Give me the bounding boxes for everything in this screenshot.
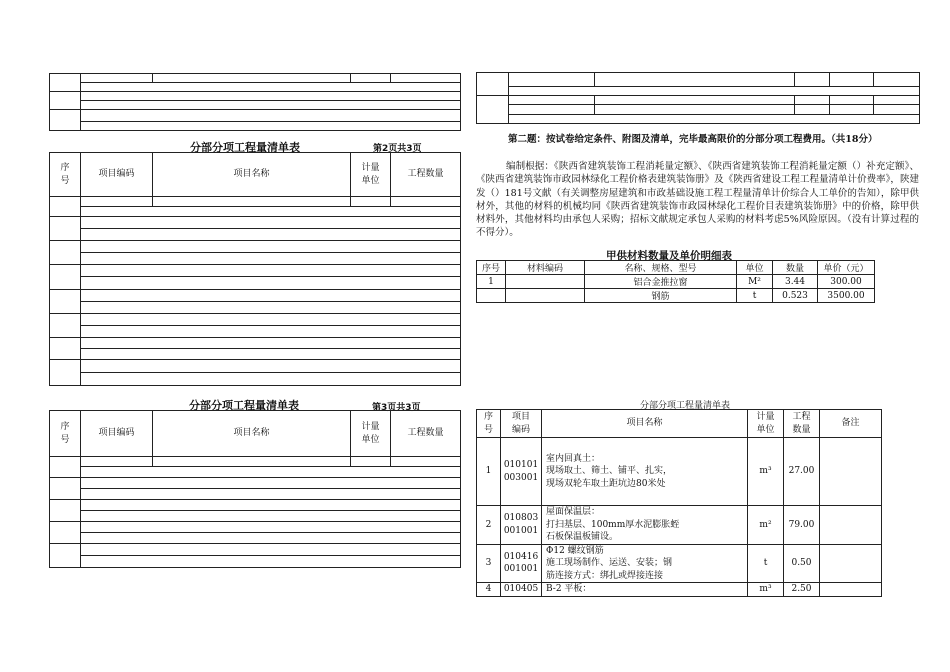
material-cell: 0.523 [773, 289, 818, 303]
bill-note [820, 506, 882, 545]
material-cell: 1 [477, 275, 506, 289]
name-header: 项目名称 [153, 411, 351, 457]
material-header-cell: 单价（元） [818, 261, 875, 275]
bill-row [477, 438, 882, 506]
material-cell: 铝合金推拉窗 [585, 275, 737, 289]
qty-header: 工程数量 [391, 153, 461, 197]
bill-note [820, 583, 882, 597]
bill-row [477, 544, 882, 583]
seq-header: 序 号 [60, 421, 70, 445]
sheet3-header-row [50, 411, 461, 457]
sheet3-title: 分部分项工程量清单表 [189, 399, 299, 412]
sheet2-page-number: 第2页共3页 [373, 144, 422, 154]
bill-name: 室内回真土： 现场取土、筛土、铺平、扎实， 现场双轮车取土距坑边80米处 [546, 453, 673, 489]
unit-header: 计量 单位 [361, 421, 380, 445]
material-header-cell: 数量 [773, 261, 818, 275]
code-header: 项目编码 [81, 153, 153, 197]
bill-table-title: 分部分项工程量清单表 [640, 401, 731, 411]
bill-note-header: 备注 [820, 410, 882, 438]
sheet2-title: 分部分项工程量清单表 [190, 141, 300, 154]
bill-unit: m³ [748, 438, 784, 506]
sheet2-table [49, 152, 461, 386]
bill-row [477, 583, 882, 597]
bill-name: 屋面保温层： 打扫基层、100mm厚水泥膨胀蛭 石板保温板铺设。 [546, 507, 680, 542]
material-cell: t [737, 289, 773, 303]
bill-name-header: 项目名称 [542, 410, 748, 438]
unit-header: 计量 单位 [361, 162, 380, 186]
bill-seq: 4 [477, 583, 501, 597]
bill-code: 010803 001001 [503, 513, 539, 536]
bill-row [477, 506, 882, 545]
code-header: 项目编码 [81, 411, 153, 457]
material-row [477, 275, 875, 289]
seq-header: 序 号 [60, 162, 70, 186]
sheet1-fragment-table [49, 73, 461, 131]
question2-basis: 编制根据：《陕西省建筑装饰工程消耗量定额》、《陕西省建筑装饰工程消耗量定额（）补充定额》、《陕西省建筑装饰市政园林绿化工程价格表建筑装饰册》及《陕西省建设工程工程量清单计价费率》，陕建发（）181号文献（有关调整房屋建筑和市政基础设施工程工程量清单计价综合人工单价的告知），除甲供材外，其他的材料的机械均同《陕西省建筑装饰市政园林绿化工程价目表建筑装饰册》中的价格，除甲供材料外，其他材料均由承包人采购；招标文献规定承包人采购的材料考虑5%风险原因。（没有计算过程的不得分）。 [476, 161, 919, 239]
material-header-cell: 材料编码 [506, 261, 585, 275]
bill-qty: 0.50 [784, 544, 820, 583]
material-header-cell: 名称、规格、型号 [585, 261, 737, 275]
sheet3-page-number: 第3页共3页 [372, 403, 421, 413]
material-cell: 300.00 [818, 275, 875, 289]
material-cell: 3.44 [773, 275, 818, 289]
material-header-row [477, 261, 875, 275]
qty-header: 工程数量 [391, 411, 461, 457]
sheet2-header-row [50, 153, 461, 197]
question2-heading: 第二题：按试卷给定条件、附图及清单，完毕最高限价的分部分项工程费用。（共18分） [508, 134, 878, 145]
bill-code: 010416 001001 [503, 551, 539, 575]
material-cell [506, 289, 585, 303]
material-cell [506, 275, 585, 289]
bill-qty-header: 工程 数量 [792, 412, 811, 435]
bill-note [820, 544, 882, 583]
bill-table [476, 409, 882, 597]
bill-unit: t [748, 544, 784, 583]
material-row [477, 289, 875, 303]
bill-unit: m² [748, 506, 784, 545]
material-cell: M² [737, 275, 773, 289]
bill-qty: 27.00 [784, 438, 820, 506]
name-header: 项目名称 [153, 153, 351, 197]
bill-unit: m³ [748, 583, 784, 597]
bill-name: Φ12 螺纹钢筋 施工现场制作、运送、安装；钢 筋连接方式：绑扎或焊接连接 [546, 545, 673, 581]
bill-seq: 1 [477, 438, 501, 506]
bill-qty: 2.50 [784, 583, 820, 597]
material-cell [477, 289, 506, 303]
bill-seq-header: 序 号 [483, 412, 493, 435]
material-header-cell: 序号 [477, 261, 506, 275]
bill-note [820, 438, 882, 506]
sheet3-table [49, 410, 461, 568]
bill-seq: 3 [477, 544, 501, 583]
bill-qty: 79.00 [784, 506, 820, 545]
bill-header-row [477, 410, 882, 438]
bill-name: B-2 平板： [542, 583, 748, 597]
material-cell: 3500.00 [818, 289, 875, 303]
bill-seq: 2 [477, 506, 501, 545]
bill-code: 010101 003001 [503, 460, 539, 483]
bill-unit-header: 计量 单位 [756, 412, 775, 435]
right-fragment-table [476, 72, 920, 124]
material-table [476, 260, 875, 303]
material-header-cell: 单位 [737, 261, 773, 275]
bill-code: 010405 [501, 583, 542, 597]
material-cell: 钢筋 [585, 289, 737, 303]
bill-code-header: 项目 编码 [511, 412, 530, 435]
material-table-title: 甲供材料数量及单价明细表 [606, 250, 732, 262]
